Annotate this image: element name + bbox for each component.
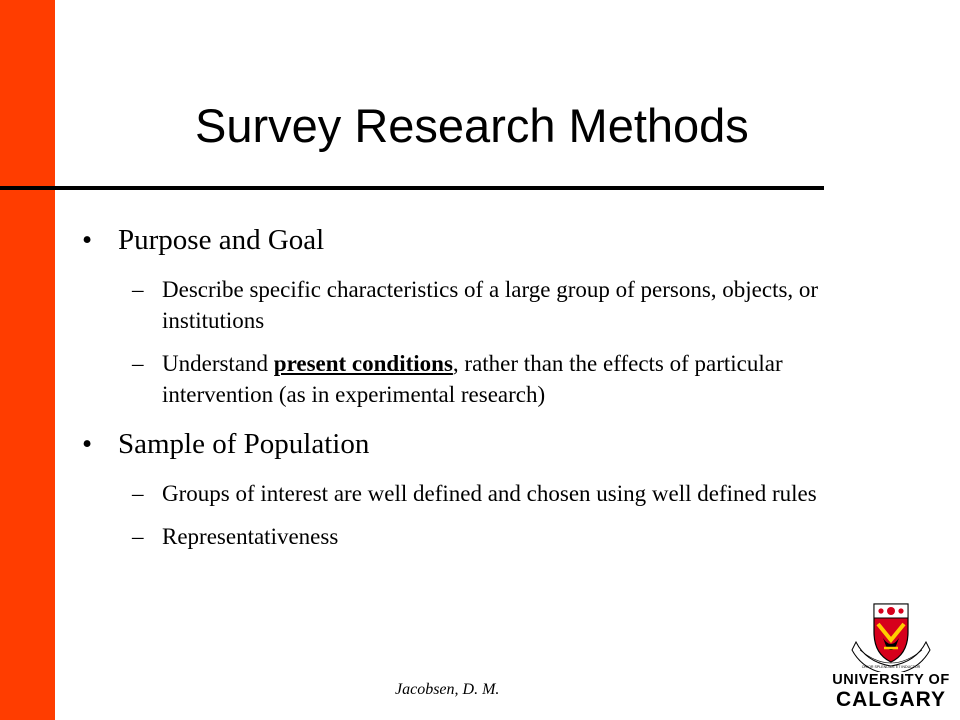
- bullet-purpose-and-goal: [82, 218, 862, 262]
- crest-icon: [826, 602, 956, 672]
- sub-bullet-understand: [82, 348, 862, 410]
- slide-title: Survey Research Methods: [195, 99, 749, 152]
- sub-bullet-text-end: , rather than the effects of particular intervention (as in experimental research): [162, 351, 783, 407]
- sub-bullet-text-start: Understand: [162, 351, 274, 376]
- slide-body: [82, 218, 862, 564]
- dash-icon: –: [132, 277, 144, 302]
- bullet-dot-icon: •: [82, 428, 93, 460]
- bullet-dot-icon: •: [82, 224, 93, 256]
- dash-icon: –: [132, 351, 144, 376]
- title-divider: [0, 186, 824, 190]
- emphasis-present-conditions: present conditions: [273, 351, 453, 376]
- logo-wordmark-line2: CALGARY: [835, 688, 947, 711]
- bullet-label: Purpose and Goal: [118, 224, 325, 256]
- bullet-sample-of-population: [82, 422, 862, 466]
- sub-bullet-text: Groups of interest are well defined and chosen using well defined rules: [162, 481, 817, 506]
- sub-bullet-describe: [82, 274, 862, 336]
- accent-side-bar: [0, 0, 55, 720]
- sub-bullet-text: Describe specific characteristics of a large group of persons, objects, or institutions: [162, 277, 819, 333]
- dash-icon: –: [132, 481, 144, 506]
- svg-text:ORIOR SPLENDIDE ET INDUCTOR: ORIOR SPLENDIDE ET INDUCTOR: [861, 665, 921, 669]
- university-logo: [826, 602, 956, 714]
- sub-bullet-text: Representativeness: [162, 524, 339, 549]
- sub-bullet-groups: [82, 478, 862, 509]
- bullet-label: Sample of Population: [118, 428, 370, 460]
- dash-icon: –: [132, 524, 144, 549]
- logo-wordmark-line1: UNIVERSITY OF: [832, 672, 950, 688]
- sub-bullet-representativeness: [82, 521, 862, 552]
- slide-footer-author: Jacobsen, D. M.: [395, 681, 500, 698]
